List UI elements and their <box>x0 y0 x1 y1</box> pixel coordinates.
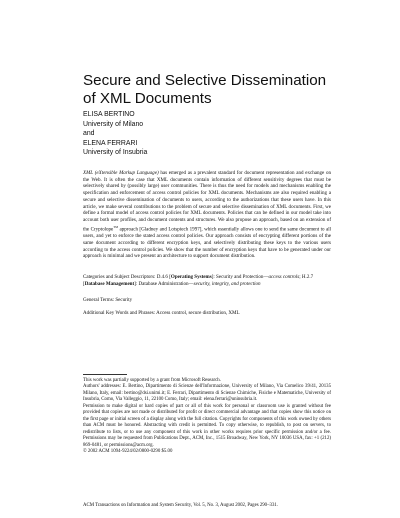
title-line-2: of XML Documents <box>83 90 212 107</box>
journal-footer: ACM Transactions on Information and System Security, Vol. 5, No. 3, August 2002, Pages 290–331. <box>83 503 279 508</box>
abstract-paragraph <box>83 170 331 260</box>
paper-title <box>83 72 327 108</box>
author-2-name: ELENA FERRARI <box>83 139 138 147</box>
footnote-copyright: © 2002 ACM 1094-9224/02/0800-0290 $5.00 <box>83 448 173 454</box>
keywords <box>83 310 331 317</box>
category-security-integrity: security, integrity, and protection <box>193 280 261 287</box>
author-1-name: ELISA BERTINO <box>83 111 135 118</box>
category-operating-systems: Operating Systems <box>170 274 212 280</box>
category-h27-prefix: ; H.2.7 [ <box>83 274 314 287</box>
title-line-1: Secure and Selective Dissemination <box>83 72 327 89</box>
footnote-block <box>83 378 331 455</box>
categories-label: Categories and Subject Descriptors: D.4.6 [ <box>83 274 171 280</box>
footnote-divider <box>83 374 127 375</box>
author-2-affiliation: University of Insubria <box>83 149 148 157</box>
footnote-funding: This work was partially supported by a grant from Microsoft Research. <box>83 378 221 383</box>
categories-descriptors <box>83 274 331 287</box>
abstract-text-part-1: has emerged as a prevalent standard for document representation and exchange on the Web. It is often the case that XML documents contain information of different sensitivity degrees that must be selectively shared by (possibly large) user communities. There is thus the need for models and mechanisms enabling the specification and enforcement of access control policies for XML documents. Mechanisms are also required enabling a secure and selective dissemination of documents to users, according to the authorizations that these users have. In this article, we make several contributions to the problem of secure and selective dissemination of XML documents. First, we define a formal model of access control policies for XML documents. Policies that can be defined in our model take into account both user profiles, and document contents and structures. We also propose an approach, based on an extension of the Cryptolope <box>83 170 331 233</box>
author-conjunction: and <box>83 130 95 138</box>
category-database-management: Database Management <box>84 280 135 287</box>
categories-block <box>83 274 331 287</box>
author-block <box>83 110 147 158</box>
general-terms <box>83 297 331 304</box>
category-database-administration: ]: Database Administration— <box>134 280 194 287</box>
abstract-text-part-2: approach [Gladney and Lotspiech 1997], which essentially allows one to send the same document to all users, and yet to enforce the stated access control policies. Our approach consists of encrypting different portions of the same document according to different encryption keys, and selectively distributing these keys to the various users according to the access control policies. We show that the number of encryption keys that have to be generated under our approach is minimal and we present an architecture to support document distribution. <box>83 226 331 260</box>
trademark-mark: TM <box>113 224 119 229</box>
category-access-controls: access controls <box>268 274 300 280</box>
author-1-affiliation: University of Milano <box>83 120 144 128</box>
category-security-protection: ]: Security and Protection— <box>211 274 269 280</box>
abstract-xml-term: XML (eXtensible Markup Language) <box>83 170 159 176</box>
footnote-permission: Permission to make digital or hard copies of part or all of this work for personal or classroom use is granted without fee provided that copies are not made or distributed for profit or direct commercial advantage and that copies show this notice on the first page or initial screen of a display along with the full citation. Copyrights for components of this work owned by others than ACM must be honored. Abstracting with credit is permitted. To copy otherwise, to republish, to post on servers, to redistribute to lists, or to use any component of this work in other works requires prior specific permission and/or a fee. Permissions may be requested from Publications Dept., ACM, Inc., 1515 Broadway, New York, NY 10036 USA, fax: +1 (212) 869-0481, or permissions@acm.org. <box>83 403 331 448</box>
abstract <box>83 170 331 260</box>
general-terms-text: General Terms: Security <box>83 297 133 303</box>
footnote-addresses: Authors' addresses: E. Bertino, Dipartimento di Scienze dell'Informazione, University of Milano, Via Comelico 39/41, 20135 Milano, Italy, email: bertino@dsi.unimi.it; E. Ferrari, Dipartimento di Scienze Chimiche, Fisiche e Matematiche, University of Insubria, Como, Via Valleggio, 11, 22100 Como, Italy; email: elena.ferrari@uninsubria.it. <box>83 384 331 403</box>
keywords-text: Additional Key Words and Phrases: Access control, secure distribution, XML <box>83 310 240 316</box>
